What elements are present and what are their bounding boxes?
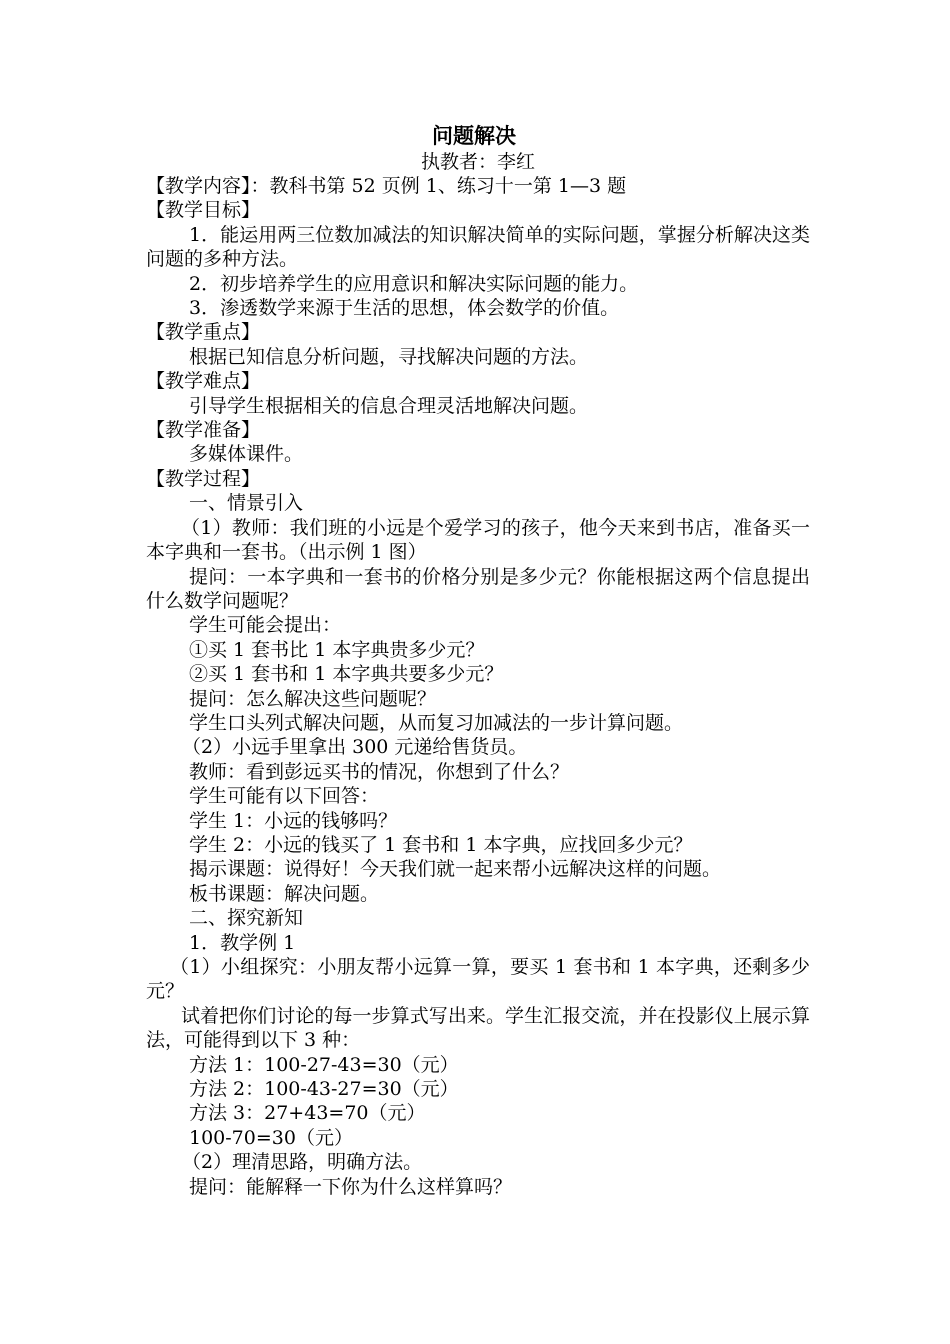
- process-line: 教师：看到彭远买书的情况，你想到了什么？: [189, 760, 570, 783]
- process-line: （2）理清思路，明确方法。: [182, 1151, 423, 1174]
- process-paragraph: （1）小组探究：小朋友帮小远算一算，要买 1 套书和 1 本字典，还剩多少元？: [146, 956, 810, 1003]
- method-line: 方法 3：27+43=70（元）: [189, 1102, 426, 1125]
- process-line: ①买 1 套书比 1 本字典贵多少元？: [189, 638, 485, 661]
- section-heading-key-point: 【教学重点】: [146, 321, 261, 344]
- document-author: 执教者：李红: [420, 151, 535, 173]
- process-line: 学生 2：小远的钱买了 1 套书和 1 本字典，应找回多少元？: [189, 833, 693, 856]
- process-line: 学生口头列式解决问题，从而复习加减法的一步计算问题。: [189, 711, 684, 734]
- process-line: 1．教学例 1: [189, 931, 296, 954]
- process-part-1-heading: 一、情景引入: [189, 492, 304, 515]
- document-body: [146, 122, 810, 1199]
- process-line: 学生可能会提出：: [189, 614, 342, 637]
- section-heading-difficulty: 【教学难点】: [146, 370, 261, 393]
- process-line: ②买 1 套书和 1 本字典共要多少元？: [189, 663, 504, 686]
- process-part-2-heading: 二、探究新知: [189, 907, 304, 930]
- process-line: 学生可能有以下回答：: [189, 785, 380, 808]
- method-line: 方法 2：100-43-27=30（元）: [189, 1078, 459, 1101]
- section-heading-preparation: 【教学准备】: [146, 419, 261, 442]
- section-heading-process: 【教学过程】: [146, 467, 261, 490]
- process-line: 学生 1：小远的钱够吗？: [189, 809, 398, 832]
- process-paragraph: 提问：一本字典和一套书的价格分别是多少元？你能根据这两个信息提出什么数学问题呢？: [146, 565, 810, 612]
- preparation-text: 多媒体课件。: [189, 443, 304, 466]
- process-line: 板书课题：解决问题。: [189, 882, 380, 905]
- process-line: 提问：怎么解决这些问题呢？: [189, 687, 437, 710]
- difficulty-text: 引导学生根据相关的信息合理灵活地解决问题。: [189, 394, 589, 417]
- objective-3: 3．渗透数学来源于生活的思想，体会数学的价值。: [189, 297, 620, 320]
- objective-1: 1．能运用两三位数加减法的知识解决简单的实际问题，掌握分析解决这类问题的多种方法。: [146, 223, 810, 271]
- key-point-text: 根据已知信息分析问题，寻找解决问题的方法。: [189, 345, 589, 368]
- document-title: 问题解决: [432, 123, 516, 148]
- process-line: 揭示课题：说得好！今天我们就一起来帮小远解决这样的问题。: [189, 858, 722, 881]
- method-line: 100-70=30（元）: [189, 1126, 353, 1149]
- objective-2: 2．初步培养学生的应用意识和解决实际问题的能力。: [189, 272, 639, 295]
- process-line: （2）小远手里拿出 300 元递给售货员。: [182, 736, 528, 759]
- process-paragraph: 试着把你们讨论的每一步算式写出来。学生汇报交流，并在投影仪上展示算法，可能得到以下 3 种：: [146, 1004, 810, 1052]
- process-paragraph: （1）教师：我们班的小远是个爱学习的孩子，他今天来到书店，准备买一本字典和一套书。（出示例 1 图）: [146, 516, 810, 564]
- method-line: 方法 1：100-27-43=30（元）: [189, 1053, 459, 1076]
- teaching-content-line: 【教学内容】：教科书第 52 页例 1、练习十一第 1—3 题: [146, 175, 627, 197]
- section-heading-objectives: 【教学目标】: [146, 199, 261, 222]
- process-line: 提问：能解释一下你为什么这样算吗？: [189, 1175, 513, 1198]
